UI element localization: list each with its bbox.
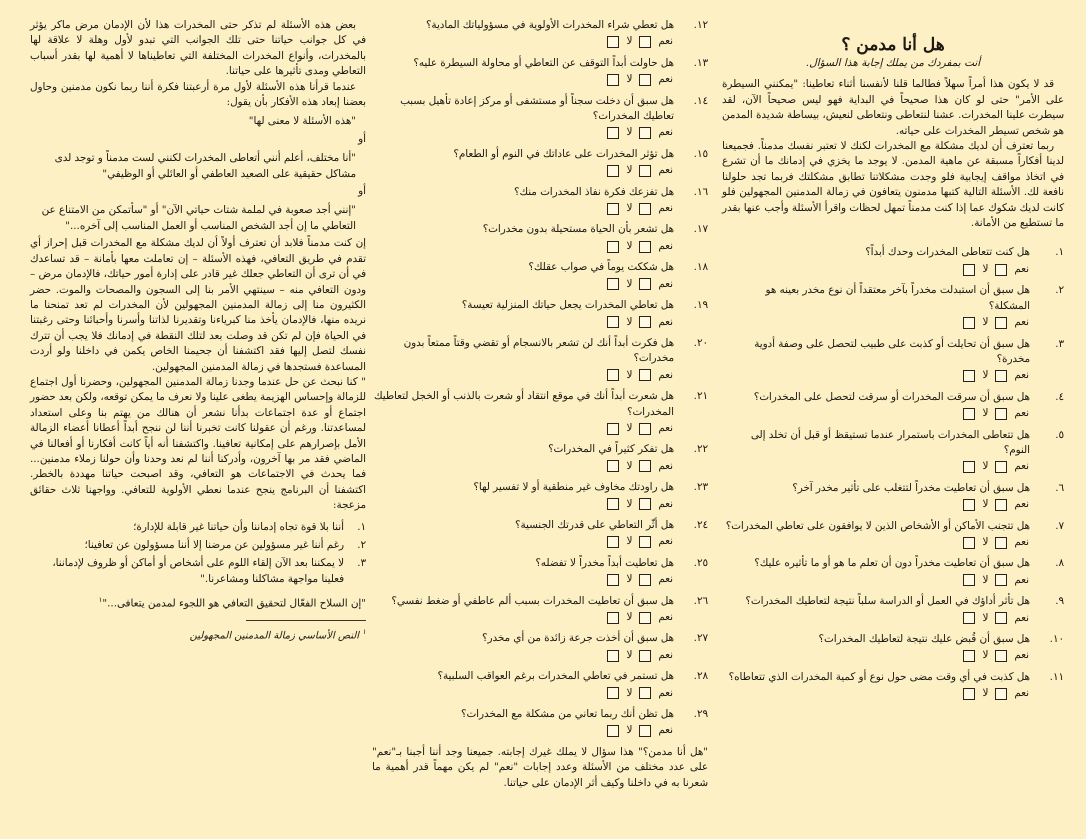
question-item xyxy=(722,556,1064,588)
left-paragraph: "إن السلاح الفعّال لتحقيق التعافي هو اللجوء لمدمن يتعافى..."$^١$ xyxy=(98,596,366,610)
no-label: لا xyxy=(982,687,989,700)
yes-label: نعم xyxy=(658,35,673,48)
question-item xyxy=(722,519,1064,551)
question-number: ٢٣. xyxy=(693,481,708,494)
yes-label: نعم xyxy=(658,164,673,177)
intro-paragraph: قد لا يكون هذا أمراً سهلاً فطالما قلنا لأنفسنا أثناء تعاطينا: "يمكنني السيطرة على الأمر" حتى لو كان هذا صحيحاً في البداية فهو ليس صحيحاً الآن، لقد سيطرت علينا المخدرات. عشنا لنتعاطى ونتعاطى لنعيش، بيساطة شديدة المدمن هو شخص تسيطر المخدرات على حياته. xyxy=(722,78,1064,137)
question-text: هل تظن أنك ربما تعاني من مشكلة مع المخدرات؟ xyxy=(461,708,674,721)
question-number: ١٥. xyxy=(693,147,708,160)
footnote-mark: ١ xyxy=(362,628,366,637)
question-item xyxy=(372,147,708,179)
question-text: هل سبق أن قُبض عليك نتيجة لتعاطيك المخدرات؟ xyxy=(818,633,1030,645)
no-checkbox[interactable] xyxy=(607,127,619,139)
question-text: هل فكرت أبداً أنك لن تشعر بالانسجام أو تقضي وقتاً ممتعاً بدون مخدرات؟ xyxy=(403,336,674,365)
question-text: هل راودتك مخاوف غير منطقية أو لا تفسير لها؟ xyxy=(473,481,674,494)
question-number: ١١. xyxy=(1049,670,1064,683)
question-number: ٤. xyxy=(1055,390,1064,403)
question-number: ١٩. xyxy=(693,299,708,312)
no-checkbox[interactable] xyxy=(607,460,619,472)
yes-checkbox[interactable] xyxy=(639,165,651,177)
question-number: ٢٢. xyxy=(693,443,708,456)
left-paragraph: " كنا نبحث عن حل عندما وجدنا زمالة المدمنين المجهولين، وحضرنا أول اجتماع للزمالة وإحساس الهزيمة يطغى علينا ولا نعرف ما يمكن توقعه، ولكن بعد حضور اجتماع أو عدة اجتماعات بدأنا نشعر أن هنالك من يهتم بنا وعلى استعداد لمساعدتنا. ورغم أن عقولنا كانت تخبرنا أننا لن ننجح أبداً أعطانا أعضاء الزمالة الأمل بإصرارهم على إمكانية تعافينا. واكتشفنا أنه أياً كانت أفكارنا أو أفعالنا في الماضي فقد مر بها آخرون، وأدركنا أننا لم نعد وحدنا وأن حولنا زملاء مدمنين... فما يحدث في الاجتماعات هو التعافي، وقد اصبحت حياتنا مهددة بالخطر. اكتشفنا أن البرنامج ينجح عندما نعطي الأولوية للتعافي. وواجهنا ثلاث حقائق مزعجة: xyxy=(30,375,366,512)
yes-label: نعم xyxy=(1014,262,1029,275)
question-number: ١٤. xyxy=(693,94,708,107)
yes-checkbox[interactable] xyxy=(995,688,1007,700)
yes-checkbox[interactable] xyxy=(639,536,651,548)
no-checkbox[interactable] xyxy=(607,278,619,290)
quote-3: "إنني أجد صعوبة في لملمة شتات حياتي الآن" أو "سأتمكن من الامتناع عن التعاطي ما إن أجد الشخص المناسب أو العمل المناسب إلى آخره..." xyxy=(41,204,356,232)
answer-options xyxy=(604,163,674,178)
yes-checkbox[interactable] xyxy=(639,36,651,48)
yes-checkbox[interactable] xyxy=(995,650,1007,662)
intro-paragraph: ربما تعترف أن لديك مشكلة مع المخدرات لكنك لا تعتبر نفسك مدمناً. فجميعنا لدينا أفكاراً مسبقة عن ماهية المدمن. لا يوجد ما يخزي في إدمانك ما أن تشرع في اتخاذ مواقف إيجابية فلو وجدت مشكلاتنا تطابق مشكلتك فربما تجد حلولنا نافعة لك. الأسئلة التالية كتبها مدمنون يتعافون في زمالة المدمنين المجهولين فلو كانت لديك شكوك عما إذا كنت مدمناً تمهل لحظات واقرأ الأسئلة وأجب عنها بقدر ما تستطيع من الأمانة. xyxy=(722,140,1064,230)
no-checkbox[interactable] xyxy=(607,725,619,737)
no-label: لا xyxy=(626,73,633,86)
yes-checkbox[interactable] xyxy=(639,725,651,737)
answer-options xyxy=(960,573,1030,588)
question-number: ١٠. xyxy=(1049,633,1064,645)
question-number: ١٧. xyxy=(693,223,708,236)
question-text: هل تعاطيت أبداً مخدراً لا تفضله؟ xyxy=(535,556,674,569)
question-text: هل تفكر كثيراً في المخدرات؟ xyxy=(548,443,674,456)
answer-options xyxy=(960,406,1030,421)
question-text: هل تأثر أداؤك في العمل أو الدراسة سلباً نتيجة لتعاطيك المخدرات؟ xyxy=(745,595,1030,608)
answer-options xyxy=(960,686,1030,701)
yes-label: نعم xyxy=(1014,498,1029,511)
yes-checkbox[interactable] xyxy=(995,317,1007,329)
question-text: هل تفزعك فكرة نفاذ المخدرات منك؟ xyxy=(514,185,674,198)
left-paragraph: إن كنت مدمناً فلابد أن تعترف أولاً أن لديك مشكلة مع المخدرات قبل إحراز أي تقدم في طريق التعافي، فهذه الأسئلة – إن تعاملت معها بأمانة – قد تساعدك في أن ترى أن التعاطي جعلك غير قادر على إدارة أمور حياتك، فالإدمان مرض – ودون التعافي منه – سينتهي الأمر بنا إلى السجون والمصحات والموت. حضر الكثيرون منا إلى زمالة المدمنين المجهولين لأن المخدرات لم تعد تمنحنا ما نريده منها، فالإدمان يأخذ منا كبرياءنا وتقديرنا لذاتنا وأسرنا وأحبائنا وحتى رغبتنا في الحياة فإن لم تكن قد وصلت بعد لتلك النقطة في إدمانك فلا يجب أن تترك نفسك لتصل إليها فقد اكتشفنا أن جحيمنا الخاص يكمن في داخلنا ولو أردت المساعدة فستجدها في زمالة المدمنين المجهولين. xyxy=(30,237,366,373)
yes-checkbox[interactable] xyxy=(995,574,1007,586)
page-title: هل أنا مدمن ؟ xyxy=(841,35,945,55)
no-checkbox[interactable] xyxy=(963,537,975,549)
question-text: هل سبق أن تحايلت أو كذبت على طبيب لتحصل على وصفة أدوية مخدرة؟ xyxy=(754,337,1030,365)
yes-checkbox[interactable] xyxy=(995,408,1007,420)
no-label: لا xyxy=(982,535,989,548)
question-number: ٢٨. xyxy=(693,670,708,683)
question-number: ٢. xyxy=(1055,284,1064,297)
question-item xyxy=(372,480,708,512)
yes-label: نعم xyxy=(1014,316,1029,329)
no-label: لا xyxy=(982,649,989,662)
no-checkbox[interactable] xyxy=(607,498,619,510)
yes-label: نعم xyxy=(658,535,673,548)
yes-checkbox[interactable] xyxy=(995,537,1007,549)
column-left xyxy=(30,18,366,644)
answer-options xyxy=(604,315,674,330)
question-item xyxy=(722,283,1064,330)
no-checkbox[interactable] xyxy=(963,370,975,382)
question-number: ٧. xyxy=(1055,519,1064,532)
no-label: لا xyxy=(626,164,633,177)
question-item xyxy=(372,94,708,141)
no-checkbox[interactable] xyxy=(963,688,975,700)
no-label: لا xyxy=(626,202,633,215)
answer-options xyxy=(604,34,674,49)
yes-checkbox[interactable] xyxy=(995,612,1007,624)
no-label: لا xyxy=(982,460,989,473)
question-item xyxy=(372,18,708,50)
yes-checkbox[interactable] xyxy=(639,460,651,472)
no-label: لا xyxy=(982,407,989,420)
question-number: ٨. xyxy=(1055,557,1064,570)
question-text: هل أثّر التعاطي على قدرتك الجنسية؟ xyxy=(515,518,674,531)
yes-label: نعم xyxy=(658,686,673,699)
question-number: ٢٠. xyxy=(693,336,708,349)
question-number: ٢٥. xyxy=(693,556,708,569)
question-text: هل تعاطي المخدرات يجعل حياتك المنزلية تعيسة؟ xyxy=(461,299,674,312)
no-checkbox[interactable] xyxy=(963,650,975,662)
truths-list xyxy=(30,520,366,588)
yes-checkbox[interactable] xyxy=(639,423,651,435)
yes-checkbox[interactable] xyxy=(639,498,651,510)
closing-paragraph: "هل أنا مدمن؟" هذا سؤال لا يملك غيرك إجابته. جميعنا وجد أننا أجبنا بـ"نعم" على عدد مختلف من الأسئلة وعدد إجابات "نعم" لم يكن مهماً قدر أهمية ما شعرنا به في داخلنا وكيف أثر الإدمان على حياتنا. xyxy=(372,745,708,789)
no-label: لا xyxy=(982,262,989,275)
question-list-right xyxy=(722,245,1064,701)
no-checkbox[interactable] xyxy=(963,461,975,473)
list-number: ٢. xyxy=(357,539,366,551)
column-middle xyxy=(372,18,708,791)
question-number: ٢٧. xyxy=(693,632,708,645)
yes-checkbox[interactable] xyxy=(639,574,651,586)
answer-options xyxy=(604,125,674,140)
left-paragraph: بعض هذه الأسئلة لم تذكر حتى المخدرات هذا لأن الإدمان مرض ماكر يؤثر في كل جوانب حياتنا حتى تلك الجوانب التي تبدو لأول وهلة لا علاقة لها بالمخدرات، وأنواع المخدرات المختلفة التي تعاطيناها لا أهمية لها بقدر أسباب التعاطي ومدى تأثيرها على حياتنا. xyxy=(30,19,366,78)
question-number: ١. xyxy=(1055,246,1064,259)
no-checkbox[interactable] xyxy=(607,165,619,177)
footnote-ref: ١ xyxy=(98,596,103,605)
no-label: لا xyxy=(982,316,989,329)
yes-label: نعم xyxy=(658,459,673,472)
no-checkbox[interactable] xyxy=(607,423,619,435)
yes-label: نعم xyxy=(1014,611,1029,624)
question-text: هل سبق أن دخلت سجناً أو مستشفى أو مركز إعادة تأهيل بسبب تعاطيك المخدرات؟ xyxy=(400,94,674,123)
no-label: لا xyxy=(626,421,633,434)
question-list-middle xyxy=(372,18,708,739)
answer-options xyxy=(604,239,674,254)
question-text: هل كذبت في أي وقت مضى حول نوع أو كمية المخدرات الذي تتعاطاه؟ xyxy=(728,670,1030,683)
yes-label: نعم xyxy=(658,315,673,328)
question-item xyxy=(722,481,1064,513)
question-text: هل سبق أن تعاطيت مخدراً لتتغلب على تأثير مخدر آخر؟ xyxy=(792,481,1030,494)
answer-options xyxy=(960,459,1030,474)
list-text: أننا بلا قوة تجاه إدماننا وأن حياتنا غير قابلة للإدارة؛ xyxy=(133,520,344,533)
question-item xyxy=(722,632,1064,664)
yes-checkbox[interactable] xyxy=(995,264,1007,276)
no-label: لا xyxy=(626,35,633,48)
answer-options xyxy=(960,611,1030,626)
no-label: لا xyxy=(982,498,989,511)
list-number: ١. xyxy=(357,520,366,533)
no-checkbox[interactable] xyxy=(607,687,619,699)
left-paragraph: عندما قرأنا هذه الأسئلة لأول مرة أرعبتنا فكرة أننا ربما نكون مدمنين وحاول بعضنا إبعاد هذه الأفكار بأن يقول: xyxy=(30,80,366,109)
no-checkbox[interactable] xyxy=(607,74,619,86)
answer-options xyxy=(604,72,674,87)
question-item xyxy=(722,390,1064,422)
question-number: ٢٩. xyxy=(693,708,708,721)
no-label: لا xyxy=(626,315,633,328)
no-label: لا xyxy=(626,368,633,381)
question-item xyxy=(722,337,1064,384)
question-item xyxy=(372,336,708,383)
no-checkbox[interactable] xyxy=(963,264,975,276)
no-checkbox[interactable] xyxy=(607,574,619,586)
question-item xyxy=(722,245,1064,277)
answer-options xyxy=(960,368,1030,383)
question-text: هل شعرت أبداً أنك في موقع انتقاد أو شعرت بالذنب أو الخجل لتعاطيك المخدرات؟ xyxy=(374,390,674,418)
yes-label: نعم xyxy=(658,611,673,623)
question-text: هل سبق أن استبدلت مخدراً بآخر معتقداً أن نوع مخدر بعينه هو المشكلة؟ xyxy=(765,284,1030,312)
yes-checkbox[interactable] xyxy=(995,461,1007,473)
question-text: هل سبق أن سرقت المخدرات أو سرقت لتحصل على المخدرات؟ xyxy=(753,390,1030,403)
yes-label: نعم xyxy=(658,368,673,381)
question-text: هل تتعاطى المخدرات باستمرار عندما تستيقظ أو قبل أن تخلد إلى النوم؟ xyxy=(750,428,1030,456)
question-text: هل تعطي شراء المخدرات الأولوية في مسؤولياتك المادية؟ xyxy=(425,19,674,31)
no-label: لا xyxy=(626,686,633,699)
question-number: ١٢. xyxy=(693,19,708,31)
question-item xyxy=(372,707,708,739)
yes-checkbox[interactable] xyxy=(639,687,651,699)
question-item xyxy=(372,442,708,474)
answer-options xyxy=(604,723,674,738)
yes-label: نعم xyxy=(1014,535,1029,548)
no-checkbox[interactable] xyxy=(963,317,975,329)
no-checkbox[interactable] xyxy=(607,650,619,662)
question-number: ٢٦. xyxy=(693,594,708,607)
yes-label: نعم xyxy=(1014,369,1029,382)
no-checkbox[interactable] xyxy=(607,316,619,328)
question-text: هل تشعر بأن الحياة مستحيلة بدون مخدرات؟ xyxy=(482,223,674,236)
no-checkbox[interactable] xyxy=(607,203,619,215)
question-text: هل سبق أن تعاطيت مخدراً دون أن تعلم ما هو أو ما تأثيره عليك؟ xyxy=(754,557,1030,570)
no-label: لا xyxy=(626,611,633,623)
question-item xyxy=(372,594,708,626)
list-number: ٣. xyxy=(357,557,366,570)
yes-label: نعم xyxy=(658,648,673,661)
question-number: ١٣. xyxy=(693,56,708,69)
answer-options xyxy=(604,648,674,663)
yes-checkbox[interactable] xyxy=(639,74,651,86)
no-label: لا xyxy=(626,239,633,252)
no-label: لا xyxy=(626,126,633,139)
question-item xyxy=(722,428,1064,475)
list-item xyxy=(30,538,366,553)
question-text: هل تؤثر المخدرات على عاداتك في النوم أو الطعام؟ xyxy=(453,147,674,160)
answer-options xyxy=(604,497,674,512)
question-item xyxy=(372,260,708,292)
footnote-divider xyxy=(246,620,366,621)
answer-options xyxy=(604,277,674,292)
no-label: لا xyxy=(626,535,633,548)
no-label: لا xyxy=(626,277,633,290)
yes-checkbox[interactable] xyxy=(639,316,651,328)
answer-options xyxy=(604,368,674,383)
no-checkbox[interactable] xyxy=(963,574,975,586)
question-text: هل كنت تتعاطى المخدرات وحدك أبداً؟ xyxy=(865,246,1030,259)
no-checkbox[interactable] xyxy=(963,499,975,511)
answer-options xyxy=(960,648,1030,663)
yes-label: نعم xyxy=(1014,649,1029,662)
question-item xyxy=(372,222,708,254)
no-checkbox[interactable] xyxy=(607,241,619,253)
yes-label: نعم xyxy=(1014,460,1029,473)
list-text: رغم أننا غير مسؤولين عن مرضنا إلا أننا مسؤولون عن تعافينا؛ xyxy=(84,539,344,551)
question-number: ٢٤. xyxy=(693,518,708,531)
no-label: لا xyxy=(626,497,633,510)
yes-checkbox[interactable] xyxy=(639,203,651,215)
question-text: هل تستمر في تعاطي المخدرات برغم العواقب السلبية؟ xyxy=(437,670,674,683)
question-text: هل حاولت أبداً التوقف عن التعاطي أو محاولة السيطرة عليه؟ xyxy=(413,56,674,69)
yes-checkbox[interactable] xyxy=(639,369,651,381)
answer-options xyxy=(604,534,674,549)
question-number: ٥. xyxy=(1055,428,1064,441)
no-label: لا xyxy=(982,573,989,586)
or-separator: أو xyxy=(358,132,366,145)
question-number: ١٨. xyxy=(693,261,708,274)
yes-label: نعم xyxy=(658,277,673,290)
answer-options xyxy=(604,572,674,587)
answer-options xyxy=(604,201,674,216)
yes-label: نعم xyxy=(1014,687,1029,700)
yes-checkbox[interactable] xyxy=(639,278,651,290)
yes-label: نعم xyxy=(658,239,673,252)
yes-label: نعم xyxy=(658,573,673,586)
question-item xyxy=(372,389,708,436)
yes-label: نعم xyxy=(658,202,673,215)
column-right xyxy=(722,18,1064,708)
question-item xyxy=(372,56,708,88)
question-number: ٣. xyxy=(1055,337,1064,350)
no-checkbox[interactable] xyxy=(607,36,619,48)
intro-text xyxy=(722,77,1064,231)
quote-1: "هذه الأسئلة لا معنى لها" xyxy=(248,115,356,128)
no-checkbox[interactable] xyxy=(963,408,975,420)
list-item xyxy=(30,520,366,535)
or-separator: أو xyxy=(358,185,366,198)
yes-checkbox[interactable] xyxy=(995,370,1007,382)
answer-options xyxy=(960,535,1030,550)
question-item xyxy=(372,669,708,701)
question-item xyxy=(372,518,708,550)
yes-label: نعم xyxy=(658,724,673,737)
yes-checkbox[interactable] xyxy=(639,127,651,139)
question-item xyxy=(722,594,1064,626)
question-item xyxy=(372,631,708,663)
yes-label: نعم xyxy=(658,73,673,86)
question-number: ٩. xyxy=(1055,595,1064,608)
yes-label: نعم xyxy=(658,421,673,434)
question-text: هل سبق أن أخذت جرعة زائدة من أي مخدر؟ xyxy=(482,632,674,645)
answer-options xyxy=(604,610,674,625)
answer-options xyxy=(604,686,674,701)
list-item xyxy=(30,556,366,587)
no-label: لا xyxy=(982,369,989,382)
yes-label: نعم xyxy=(1014,573,1029,586)
question-text: هل سبق أن تعاطيت المخدرات بسبب ألم عاطفي أو ضغط نفسي؟ xyxy=(391,594,674,607)
no-checkbox[interactable] xyxy=(607,536,619,548)
no-label: لا xyxy=(982,611,989,624)
yes-label: نعم xyxy=(658,126,673,139)
question-text: هل تتجنب الأماكن أو الأشخاص الذين لا يوافقون على تعاطي المخدرات؟ xyxy=(725,519,1030,532)
yes-checkbox[interactable] xyxy=(995,499,1007,511)
no-label: لا xyxy=(626,648,633,661)
question-number: ٢١. xyxy=(693,390,708,403)
answer-options xyxy=(960,315,1030,330)
quote-2: "أنا مختلف، أعلم أنني أتعاطى المخدرات لكنني لست مدمناً و توجد لدى مشاكل حقيقية على الصعيد العاطفي أو العائلي أو الوظيفي" xyxy=(54,152,356,180)
no-label: لا xyxy=(626,724,633,737)
question-number: ٦. xyxy=(1055,481,1064,494)
question-item xyxy=(372,556,708,588)
question-item xyxy=(372,298,708,330)
page-subtitle: أنت بمفردك من يملك إجابة هذا السؤال. xyxy=(805,57,981,69)
yes-checkbox[interactable] xyxy=(639,612,651,624)
yes-checkbox[interactable] xyxy=(639,241,651,253)
no-label: لا xyxy=(626,573,633,586)
question-item xyxy=(722,670,1064,702)
question-item xyxy=(372,185,708,217)
yes-label: نعم xyxy=(1014,407,1029,420)
answer-options xyxy=(604,459,674,474)
no-checkbox[interactable] xyxy=(963,612,975,624)
answer-options xyxy=(960,262,1030,277)
answer-options xyxy=(604,421,674,436)
question-number: ١٦. xyxy=(693,185,708,198)
yes-label: نعم xyxy=(658,497,673,510)
no-checkbox[interactable] xyxy=(607,369,619,381)
question-text: هل شككت يوماً في صواب عقلك؟ xyxy=(528,261,674,274)
no-label: لا xyxy=(626,459,633,472)
no-checkbox[interactable] xyxy=(607,612,619,624)
list-text: لا يمكننا بعد الآن إلقاء اللوم على أشخاص أو أماكن أو ظروف لإدماننا، فعلينا مواجهة مشاكلنا ومشاعرنا." xyxy=(52,557,344,585)
footnote: $^١$ النص الأساسي زمالة المدمنين المجهولين xyxy=(189,628,366,642)
yes-checkbox[interactable] xyxy=(639,650,651,662)
answer-options xyxy=(960,497,1030,512)
